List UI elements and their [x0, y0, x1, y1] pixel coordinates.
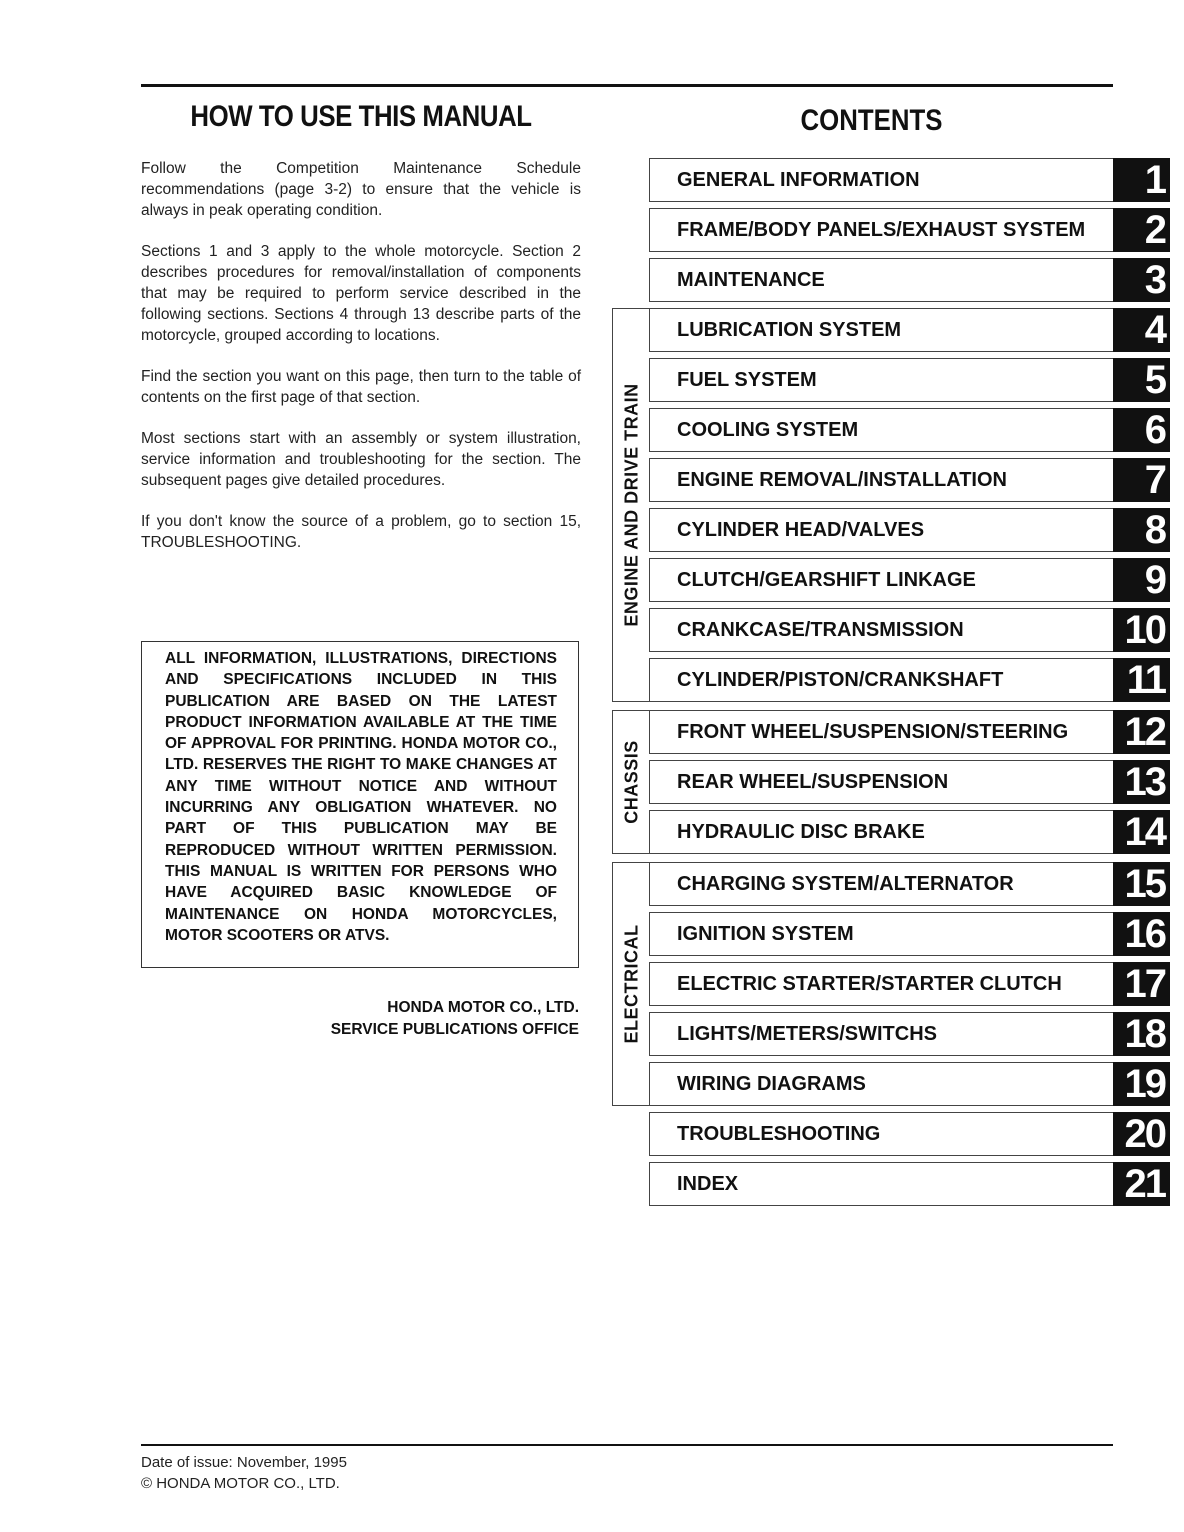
section-tab: 8 — [1113, 508, 1170, 552]
contents-entry-lubrication-system[interactable] — [649, 308, 1169, 352]
issue-date: Date of issue: November, 1995 — [141, 1454, 347, 1471]
contents-entry-cooling-system[interactable] — [649, 408, 1169, 452]
copyright: © HONDA MOTOR CO., LTD. — [141, 1475, 340, 1492]
contents-entry-rear-wheel[interactable] — [649, 760, 1169, 804]
section-tab: 3 — [1113, 258, 1170, 302]
contents-entry-maintenance[interactable] — [649, 258, 1169, 302]
publisher — [141, 997, 579, 1041]
section-tab: 12 — [1113, 710, 1170, 754]
section-tab: 1 — [1113, 158, 1170, 202]
section-tab: 11 — [1113, 658, 1170, 702]
entry-label: MAINTENANCE — [677, 269, 825, 291]
contents-entry-lights-meters[interactable] — [649, 1012, 1169, 1056]
group-label-electrical: ELECTRICAL — [621, 924, 641, 1044]
entry-label: CHARGING SYSTEM/ALTERNATOR — [677, 873, 1014, 895]
page-title: HOW TO USE THIS MANUAL — [190, 100, 532, 133]
entry-label: CYLINDER/PISTON/CRANKSHAFT — [677, 669, 1004, 691]
section-tab: 13 — [1113, 760, 1170, 804]
group-engine-and-drive-train — [612, 308, 649, 702]
entry-label: CRANKCASE/TRANSMISSION — [677, 619, 964, 641]
intro-paragraph-5: If you don't know the source of a problem, go to section 15, TROUBLESHOOTING. — [141, 513, 581, 551]
section-tab: 10 — [1113, 608, 1170, 652]
issue-info — [141, 1452, 347, 1494]
entry-label: REAR WHEEL/SUSPENSION — [677, 771, 949, 793]
group-electrical — [612, 862, 649, 1106]
contents-entry-hydraulic-disc-brake[interactable] — [649, 810, 1169, 854]
notice-text: ALL INFORMATION, ILLUSTRATIONS, DIRECTIONS AND SPECIFICATIONS INCLUDED IN THIS PUBLICATION ARE BASED ON THE LATEST PRODUCT INFORMATION AVAILABLE AT THE TIME OF APPROVAL FOR PRINTING. HONDA MOTOR CO., LTD. RESERVES THE RIGHT TO MAKE CHANGES AT ANY TIME WITHOUT NOTICE AND WITHOUT INCURRING ANY OBLIGATION WHATEVER. NO PART OF THIS PUBLICATION MAY BE REPRODUCED WITHOUT WRITTEN PERMISSION. THIS MANUAL IS WRITTEN FOR PERSONS WHO HAVE ACQUIRED BASIC KNOWLEDGE OF MAINTENANCE ON HONDA MOTORCYCLES, MOTOR SCOOTERS OR ATVS. — [165, 650, 557, 944]
intro-text — [141, 158, 581, 573]
group-chassis — [612, 710, 649, 854]
section-tab: 5 — [1113, 358, 1170, 402]
group-label-engine: ENGINE AND DRIVE TRAIN — [621, 383, 641, 627]
entry-label: FRAME/BODY PANELS/EXHAUST SYSTEM — [677, 219, 1086, 241]
notice-box — [141, 641, 579, 968]
contents-entry-cylinder-head[interactable] — [649, 508, 1169, 552]
bottom-rule — [141, 1444, 1113, 1446]
publisher-company: HONDA MOTOR CO., LTD. — [387, 999, 579, 1016]
contents-entry-engine-removal[interactable] — [649, 458, 1169, 502]
contents-entry-troubleshooting[interactable] — [649, 1112, 1169, 1156]
top-rule — [141, 84, 1113, 87]
section-tab: 19 — [1113, 1062, 1170, 1106]
contents-entry-charging-system[interactable] — [649, 862, 1169, 906]
section-tab: 9 — [1113, 558, 1170, 602]
contents-entry-wiring-diagrams[interactable] — [649, 1062, 1169, 1106]
contents-entry-electric-starter[interactable] — [649, 962, 1169, 1006]
contents-title: CONTENTS — [800, 104, 943, 137]
contents-entry-fuel-system[interactable] — [649, 358, 1169, 402]
entry-label: ELECTRIC STARTER/STARTER CLUTCH — [677, 973, 1062, 995]
entry-label: ENGINE REMOVAL/INSTALLATION — [677, 469, 1007, 491]
entry-label: TROUBLESHOOTING — [677, 1123, 881, 1145]
entry-label: IGNITION SYSTEM — [677, 923, 854, 945]
group-label-chassis: CHASSIS — [621, 740, 641, 824]
contents-entry-crankcase[interactable] — [649, 608, 1169, 652]
section-tab: 7 — [1113, 458, 1170, 502]
entry-label: HYDRAULIC DISC BRAKE — [677, 821, 925, 843]
intro-paragraph-3: Find the section you want on this page, then turn to the table of contents on the first page of that section. — [141, 368, 581, 406]
intro-paragraph-2: Sections 1 and 3 apply to the whole motorcycle. Section 2 describes procedures for removal/installation of components that may be required to perform service described in the following sections. Sections 4 through 13 describe parts of the motorcycle, grouped according to locations. — [141, 243, 581, 344]
section-tab: 20 — [1113, 1112, 1170, 1156]
entry-label: COOLING SYSTEM — [677, 419, 859, 441]
contents-entry-clutch-gearshift[interactable] — [649, 558, 1169, 602]
contents-entry-general-information[interactable] — [649, 158, 1169, 202]
entry-label: LUBRICATION SYSTEM — [677, 319, 902, 341]
contents-entry-index[interactable] — [649, 1162, 1169, 1206]
contents-entry-cylinder-piston[interactable] — [649, 658, 1169, 702]
entry-label: LIGHTS/METERS/SWITCHS — [677, 1023, 937, 1045]
section-tab: 16 — [1113, 912, 1170, 956]
entry-label: CLUTCH/GEARSHIFT LINKAGE — [677, 569, 976, 591]
entry-label: CYLINDER HEAD/VALVES — [677, 519, 925, 541]
intro-paragraph-1: Follow the Competition Maintenance Schedule recommendations (page 3-2) to ensure that the vehicle is always in peak operating condition. — [141, 160, 581, 219]
section-tab: 15 — [1113, 862, 1170, 906]
section-tab: 17 — [1113, 962, 1170, 1006]
section-tab: 4 — [1113, 308, 1170, 352]
entry-label: FRONT WHEEL/SUSPENSION/STEERING — [677, 721, 1069, 743]
publisher-office: SERVICE PUBLICATIONS OFFICE — [330, 1021, 579, 1038]
entry-label: FUEL SYSTEM — [677, 369, 817, 391]
section-tab: 21 — [1113, 1162, 1170, 1206]
intro-paragraph-4: Most sections start with an assembly or system illustration, service information and troubleshooting for the section. The subsequent pages give detailed procedures. — [141, 430, 581, 489]
section-tab: 6 — [1113, 408, 1170, 452]
contents-entry-ignition-system[interactable] — [649, 912, 1169, 956]
section-tab: 14 — [1113, 810, 1170, 854]
entry-label: WIRING DIAGRAMS — [677, 1073, 866, 1095]
section-tab: 18 — [1113, 1012, 1170, 1056]
contents-entry-front-wheel[interactable] — [649, 710, 1169, 754]
contents-entry-frame-body-panels[interactable] — [649, 208, 1169, 252]
entry-label: GENERAL INFORMATION — [677, 169, 920, 191]
section-tab: 2 — [1113, 208, 1170, 252]
entry-label: INDEX — [677, 1173, 739, 1195]
